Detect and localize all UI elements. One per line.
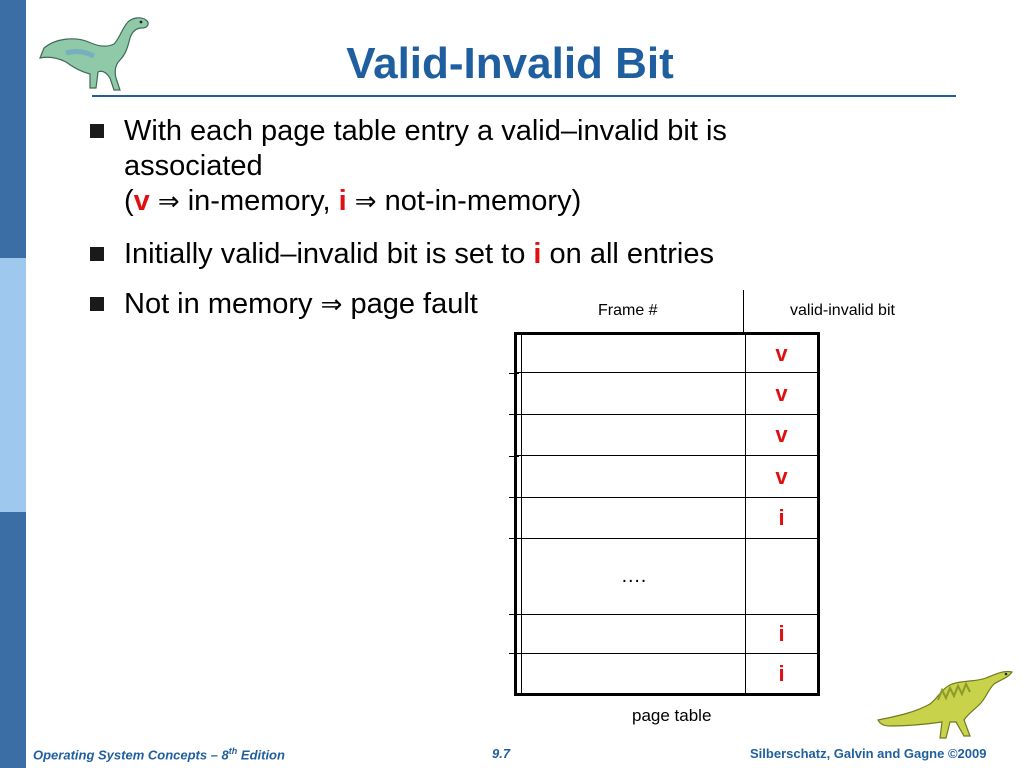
bullet-text-part: page fault bbox=[342, 288, 478, 320]
valid-bit-column-header: valid-invalid bit bbox=[790, 302, 895, 319]
not-in-memory-text: not-in-memory) bbox=[376, 185, 582, 217]
dinosaur-icon bbox=[36, 8, 156, 98]
page-table bbox=[514, 332, 820, 696]
footer-text: Edition bbox=[237, 747, 285, 763]
page-table-row bbox=[517, 456, 817, 498]
row-tick bbox=[509, 538, 519, 539]
ellipsis: …. bbox=[620, 565, 647, 587]
valid-symbol: v bbox=[133, 185, 150, 217]
footer-superscript: th bbox=[228, 746, 238, 756]
bullet-line bbox=[124, 184, 727, 220]
left-stripe-bottom bbox=[0, 512, 26, 768]
frame-cell bbox=[521, 615, 747, 653]
in-memory-text: in-memory, bbox=[179, 185, 339, 217]
invalid-symbol: i bbox=[533, 238, 542, 270]
bullet-text bbox=[124, 114, 727, 220]
valid-bit-cell: v bbox=[775, 463, 788, 489]
frame-cell bbox=[521, 415, 747, 455]
paren-open: ( bbox=[124, 185, 134, 217]
valid-bit-cell: i bbox=[778, 505, 785, 530]
valid-bit-cell bbox=[746, 539, 817, 614]
valid-bit-cell: v bbox=[775, 340, 788, 366]
row-tick bbox=[509, 614, 519, 615]
page-table-row bbox=[517, 335, 817, 373]
valid-bit-cell: i bbox=[778, 660, 785, 686]
slide-title: Valid-Invalid Bit bbox=[346, 39, 674, 88]
bullet-square-icon bbox=[90, 247, 104, 261]
bullet-text bbox=[124, 237, 714, 272]
dinosaur-icon bbox=[868, 660, 1018, 742]
footer-text: Operating System Concepts – 8 bbox=[33, 747, 229, 763]
header-divider bbox=[743, 290, 744, 334]
frame-column-header: Frame # bbox=[598, 302, 658, 319]
footer-book-title bbox=[33, 746, 285, 762]
valid-bit-cell: i bbox=[778, 621, 785, 646]
left-stripe-top bbox=[0, 0, 26, 258]
frame-cell bbox=[521, 456, 747, 497]
valid-bit-cell: v bbox=[775, 380, 788, 406]
page-table-row bbox=[517, 615, 817, 654]
row-tick bbox=[509, 456, 519, 457]
bullet-line: With each page table entry a valid–invalid bit is bbox=[124, 115, 727, 147]
valid-bit-cell: v bbox=[775, 422, 788, 447]
page-table-row bbox=[517, 373, 817, 415]
bullet-text-part: Not in memory bbox=[124, 288, 321, 320]
page-table-row bbox=[517, 415, 817, 456]
bullet-text bbox=[124, 287, 478, 323]
frame-cell bbox=[521, 654, 747, 693]
footer-authors: Silberschatz, Galvin and Gagne ©2009 bbox=[750, 746, 987, 761]
row-tick bbox=[509, 497, 519, 498]
footer-page-number: 9.7 bbox=[492, 746, 511, 761]
bullet-text-part: Initially valid–invalid bit is set to bbox=[124, 238, 534, 270]
implies-arrow-icon: ⇒ bbox=[320, 290, 343, 320]
bullet-line: associated bbox=[124, 150, 263, 182]
row-tick bbox=[509, 653, 519, 654]
bullet-valid-invalid-association bbox=[90, 114, 850, 224]
row-tick bbox=[509, 373, 519, 374]
bullet-initially-invalid bbox=[90, 237, 850, 277]
invalid-symbol: i bbox=[338, 185, 347, 217]
frame-cell bbox=[521, 498, 747, 538]
title-divider bbox=[92, 95, 956, 97]
page-table-row bbox=[517, 498, 817, 539]
implies-arrow-icon: ⇒ bbox=[354, 187, 377, 217]
left-stripe-middle bbox=[0, 258, 26, 512]
page-table-row bbox=[517, 654, 817, 693]
bullet-page-fault bbox=[90, 287, 850, 327]
implies-arrow-icon: ⇒ bbox=[157, 187, 180, 217]
frame-cell bbox=[521, 373, 747, 414]
page-table-row bbox=[517, 539, 817, 615]
bullet-square-icon bbox=[90, 124, 104, 138]
bullet-square-icon bbox=[90, 297, 104, 311]
frame-cell bbox=[521, 335, 747, 372]
row-tick bbox=[509, 414, 519, 415]
bullet-text-part: on all entries bbox=[541, 238, 714, 270]
page-table-caption: page table bbox=[632, 706, 712, 725]
